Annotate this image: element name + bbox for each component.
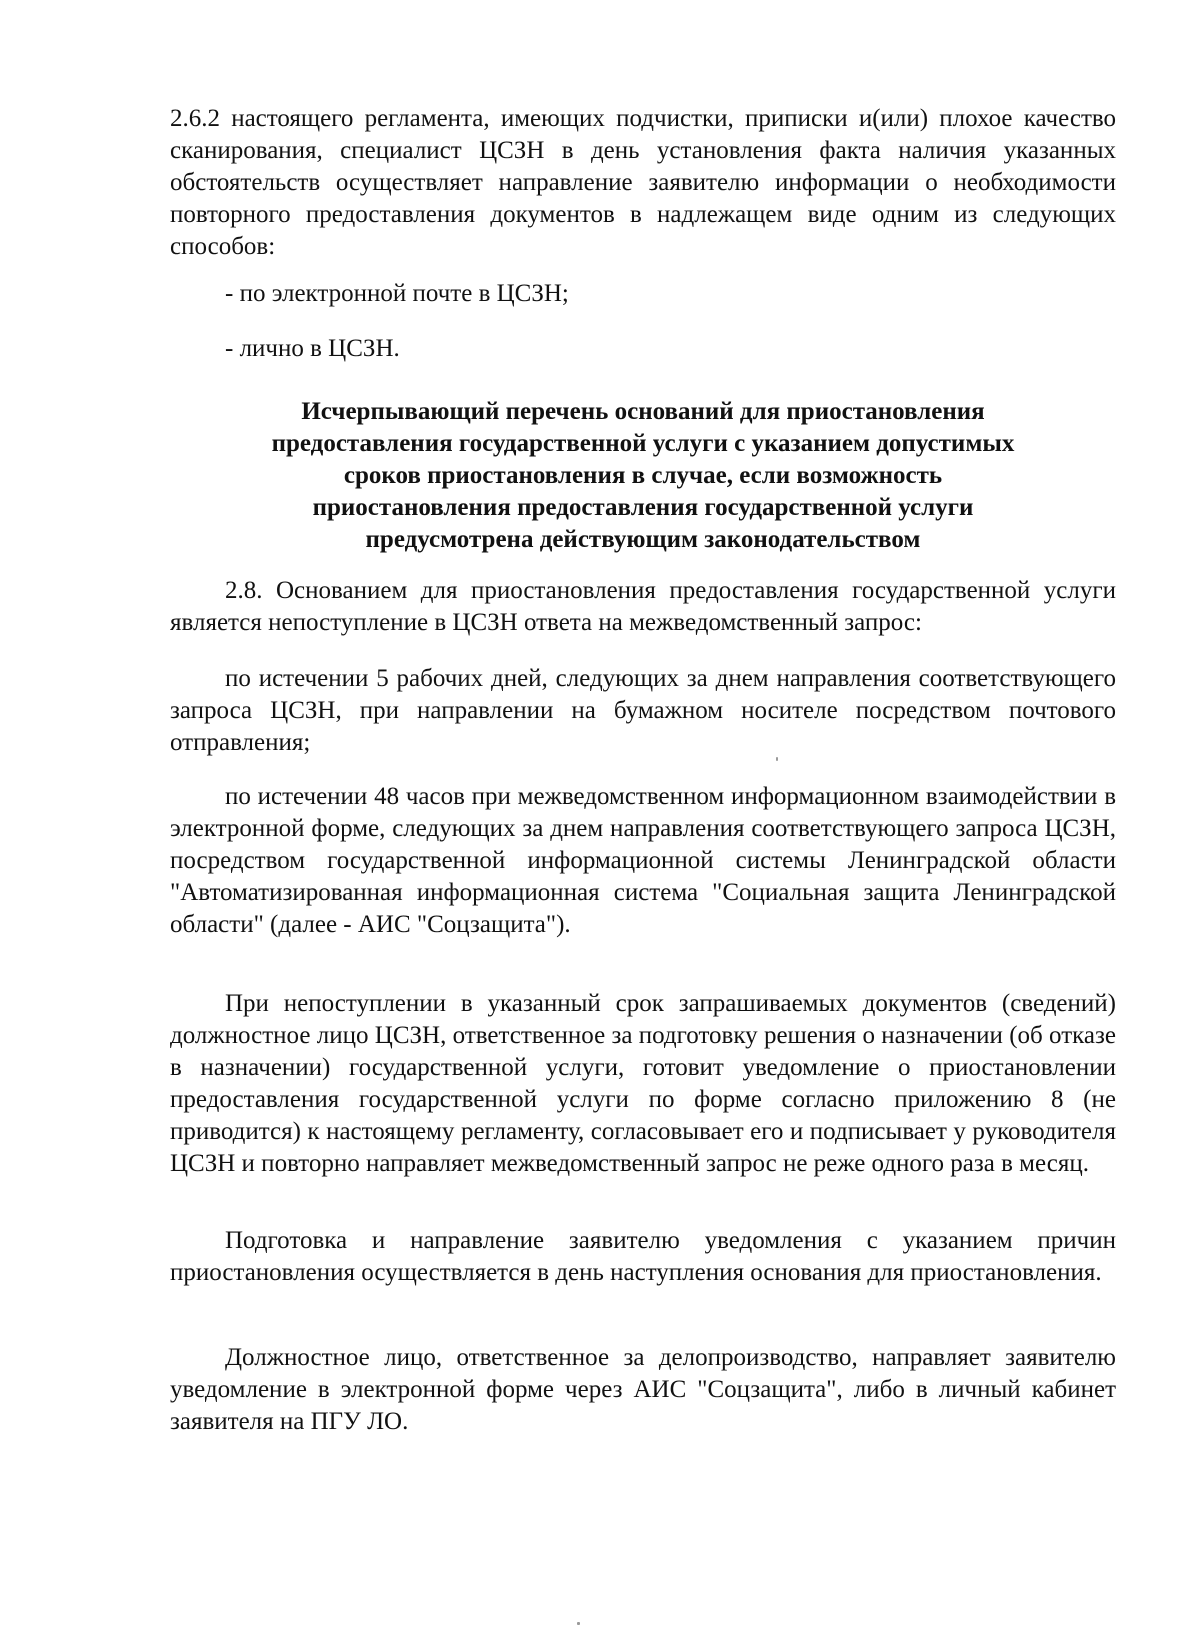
method-item-email: - по электронной почте в ЦСЗН;: [225, 280, 569, 307]
paragraph-2-8: 2.8. Основанием для приостановления предоставления государственной услуги является непоступление в ЦСЗН ответа на межведомственный запрос:: [170, 577, 1116, 636]
heading-line: предусмотрена действующим законодательством: [365, 526, 921, 553]
section-heading: [170, 396, 1116, 556]
paragraph-non-receipt: При непоступлении в указанный срок запрашиваемых документов (сведений) должностное лицо ЦСЗН, ответственное за подготовку решения о назначении (об отказе в назначении) государственной услуги, готовит уведомление о приостановлении предоставления государственной услуги по форме согласно приложению 8 (не приводится) к настоящему регламенту, согласовывает его и подписывает у руководителя ЦСЗН и повторно направляет межведомственный запрос не реже одного раза в месяц.: [170, 990, 1116, 1177]
paragraph-notification-preparation: Подготовка и направление заявителю уведомления с указанием причин приостановления осуществляется в день наступления основания для приостановления.: [170, 1227, 1116, 1286]
paragraph-notification-delivery: Должностное лицо, ответственное за делопроизводство, направляет заявителю уведомление в электронной форме через АИС "Соцзащита", либо в личный кабинет заявителя на ПГУ ЛО.: [170, 1344, 1116, 1435]
scan-speck: [577, 1622, 580, 1625]
scan-speck: [776, 757, 778, 761]
paragraph-5-days: по истечении 5 рабочих дней, следующих за днем направления соответствующего запроса ЦСЗН, при направлении на бумажном носителе посредством почтового отправления;: [170, 665, 1116, 756]
heading-line: приостановления предоставления государственной услуги: [312, 494, 974, 521]
heading-line: предоставления государственной услуги с указанием допустимых: [271, 430, 1015, 457]
paragraph-48-hours: по истечении 48 часов при межведомственном информационном взаимодействии в электронной форме, следующих за днем направления соответствующего запроса ЦСЗН, посредством государственной информационной системы Ленинградской области "Автоматизированная информационная система "Социальная защита Ленинградской области" (далее - АИС "Соцзащита").: [170, 783, 1116, 938]
heading-line: Исчерпывающий перечень оснований для приостановления: [301, 398, 985, 425]
method-item-in-person: - лично в ЦСЗН.: [225, 335, 400, 362]
intro-paragraph: 2.6.2 настоящего регламента, имеющих подчистки, приписки и(или) плохое качество сканирования, специалист ЦСЗН в день установления факта наличия указанных обстоятельств осуществляет направление заявителю информации о необходимости повторного предоставления документов в надлежащем виде одним из следующих способов:: [170, 105, 1116, 260]
heading-line: сроков приостановления в случае, если возможность: [343, 462, 943, 489]
